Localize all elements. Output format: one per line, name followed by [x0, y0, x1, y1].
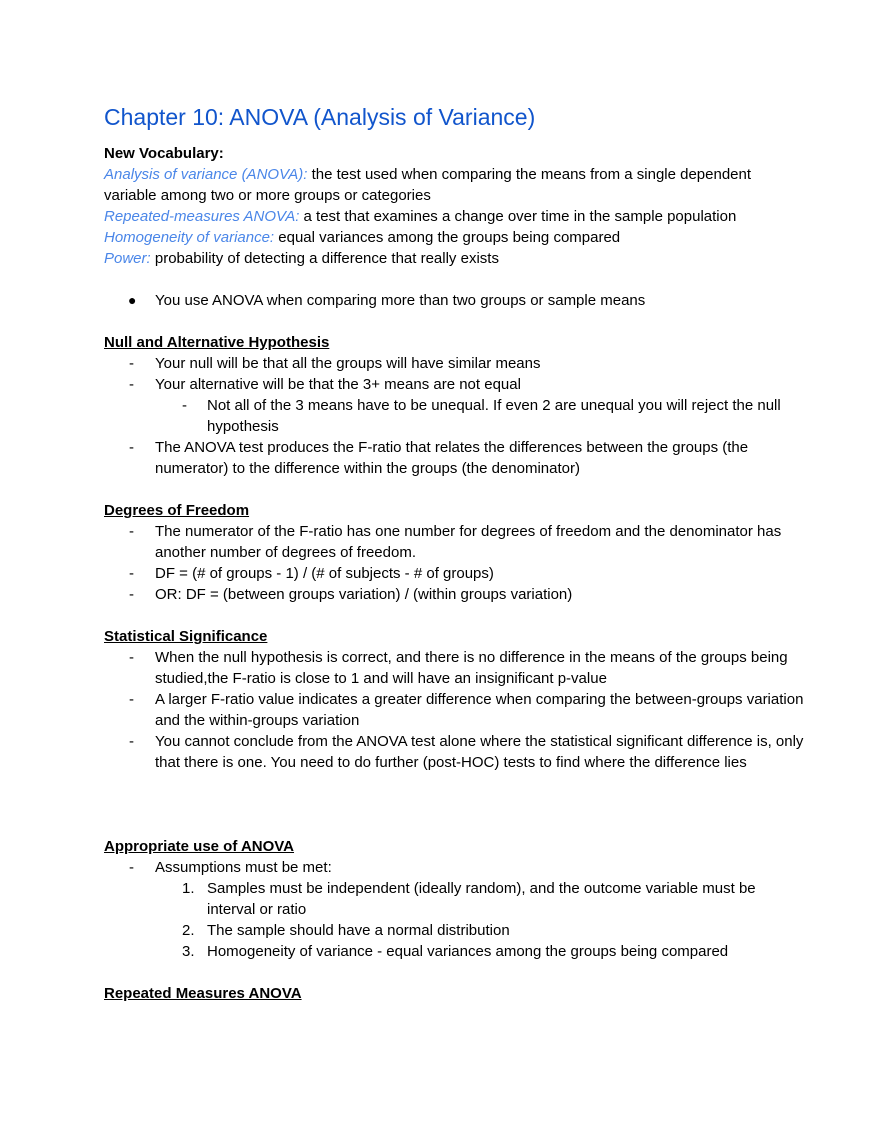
number-marker: 1. [182, 880, 195, 897]
spacer [104, 605, 804, 626]
vocab-entry [104, 248, 804, 269]
dash-marker: - [129, 649, 134, 666]
list-item [104, 647, 804, 689]
page-title: Chapter 10: ANOVA (Analysis of Variance) [104, 104, 536, 130]
sub-list-item [104, 395, 804, 437]
vocab-term: Repeated-measures ANOVA: [104, 208, 300, 225]
document-content [104, 102, 804, 1004]
bullet-marker: ● [128, 292, 137, 308]
list-item-text: When the null hypothesis is correct, and there is no difference in the means of the groups being studied,the F-ratio is close to 1 and will have an insignificant p-value [155, 649, 788, 687]
dash-marker: - [129, 586, 134, 603]
bullet-list-item [104, 290, 804, 311]
list-item [104, 689, 804, 731]
list-item [104, 374, 804, 395]
list-item-text: Your alternative will be that the 3+ means are not equal [155, 376, 521, 393]
spacer [104, 269, 804, 290]
list-item [104, 521, 804, 563]
list-item [104, 731, 804, 773]
vocab-entry [104, 164, 804, 206]
list-item-text: Samples must be independent (ideally random), and the outcome variable must be interval or ratio [207, 880, 756, 918]
list-item-text: The sample should have a normal distribution [207, 922, 510, 939]
list-item [104, 584, 804, 605]
dash-marker: - [129, 859, 134, 876]
section-heading-repeated-measures: Repeated Measures ANOVA [104, 985, 302, 1002]
vocab-heading: New Vocabulary: [104, 145, 224, 162]
numbered-list-item [104, 941, 804, 962]
list-item [104, 437, 804, 479]
vocab-term: Homogeneity of variance: [104, 229, 275, 246]
number-marker: 2. [182, 922, 195, 939]
vocab-entry [104, 206, 804, 227]
numbered-list-item [104, 920, 804, 941]
dash-marker: - [129, 565, 134, 582]
dash-marker: - [182, 397, 187, 414]
vocab-definition: equal variances among the groups being compared [274, 229, 621, 246]
vocab-definition: the test used when comparing the means from a single dependent variable among two or more groups or categories [104, 166, 752, 204]
vocab-term: Analysis of variance (ANOVA): [104, 166, 308, 183]
dash-marker: - [129, 691, 134, 708]
list-item-text: A larger F-ratio value indicates a greater difference when comparing the between-groups variation and the within-groups variation [155, 691, 804, 729]
section-heading-degrees-of-freedom: Degrees of Freedom [104, 502, 250, 519]
numbered-list-item [104, 878, 804, 920]
dash-marker: - [129, 439, 134, 456]
list-item-text: Assumptions must be met: [155, 859, 332, 876]
vocab-term: Power: [104, 250, 151, 267]
list-item-text: OR: DF = (between groups variation) / (within groups variation) [155, 586, 573, 603]
section-heading-null-hypothesis: Null and Alternative Hypothesis [104, 334, 330, 351]
list-item-text: Homogeneity of variance - equal variances among the groups being compared [207, 943, 729, 960]
spacer [104, 773, 804, 836]
section-heading-appropriate-use: Appropriate use of ANOVA [104, 838, 295, 855]
list-item-text: Not all of the 3 means have to be unequal. If even 2 are unequal you will reject the null hypothesis [207, 397, 781, 435]
dash-marker: - [129, 733, 134, 750]
bullet-text: You use ANOVA when comparing more than two groups or sample means [155, 292, 646, 309]
list-item [104, 857, 804, 878]
dash-marker: - [129, 523, 134, 540]
number-marker: 3. [182, 943, 195, 960]
list-item [104, 563, 804, 584]
list-item-text: DF = (# of groups - 1) / (# of subjects - # of groups) [155, 565, 494, 582]
list-item-text: You cannot conclude from the ANOVA test alone where the statistical significant difference is, only that there is one. You need to do further (post-HOC) tests to find where the difference lies [155, 733, 804, 771]
list-item-text: Your null will be that all the groups will have similar means [155, 355, 541, 372]
spacer [104, 962, 804, 983]
list-item-text: The ANOVA test produces the F-ratio that relates the differences between the groups (the numerator) to the difference within the groups (the denominator) [155, 439, 749, 477]
dash-marker: - [129, 376, 134, 393]
spacer [104, 311, 804, 332]
list-item-text: The numerator of the F-ratio has one number for degrees of freedom and the denominator has another number of degrees of freedom. [155, 523, 782, 561]
vocab-definition: probability of detecting a difference that really exists [150, 250, 499, 267]
list-item [104, 353, 804, 374]
vocab-entry [104, 227, 804, 248]
dash-marker: - [129, 355, 134, 372]
spacer [104, 479, 804, 500]
vocab-definition: a test that examines a change over time in the sample population [299, 208, 737, 225]
section-heading-statistical-significance: Statistical Significance [104, 628, 268, 645]
